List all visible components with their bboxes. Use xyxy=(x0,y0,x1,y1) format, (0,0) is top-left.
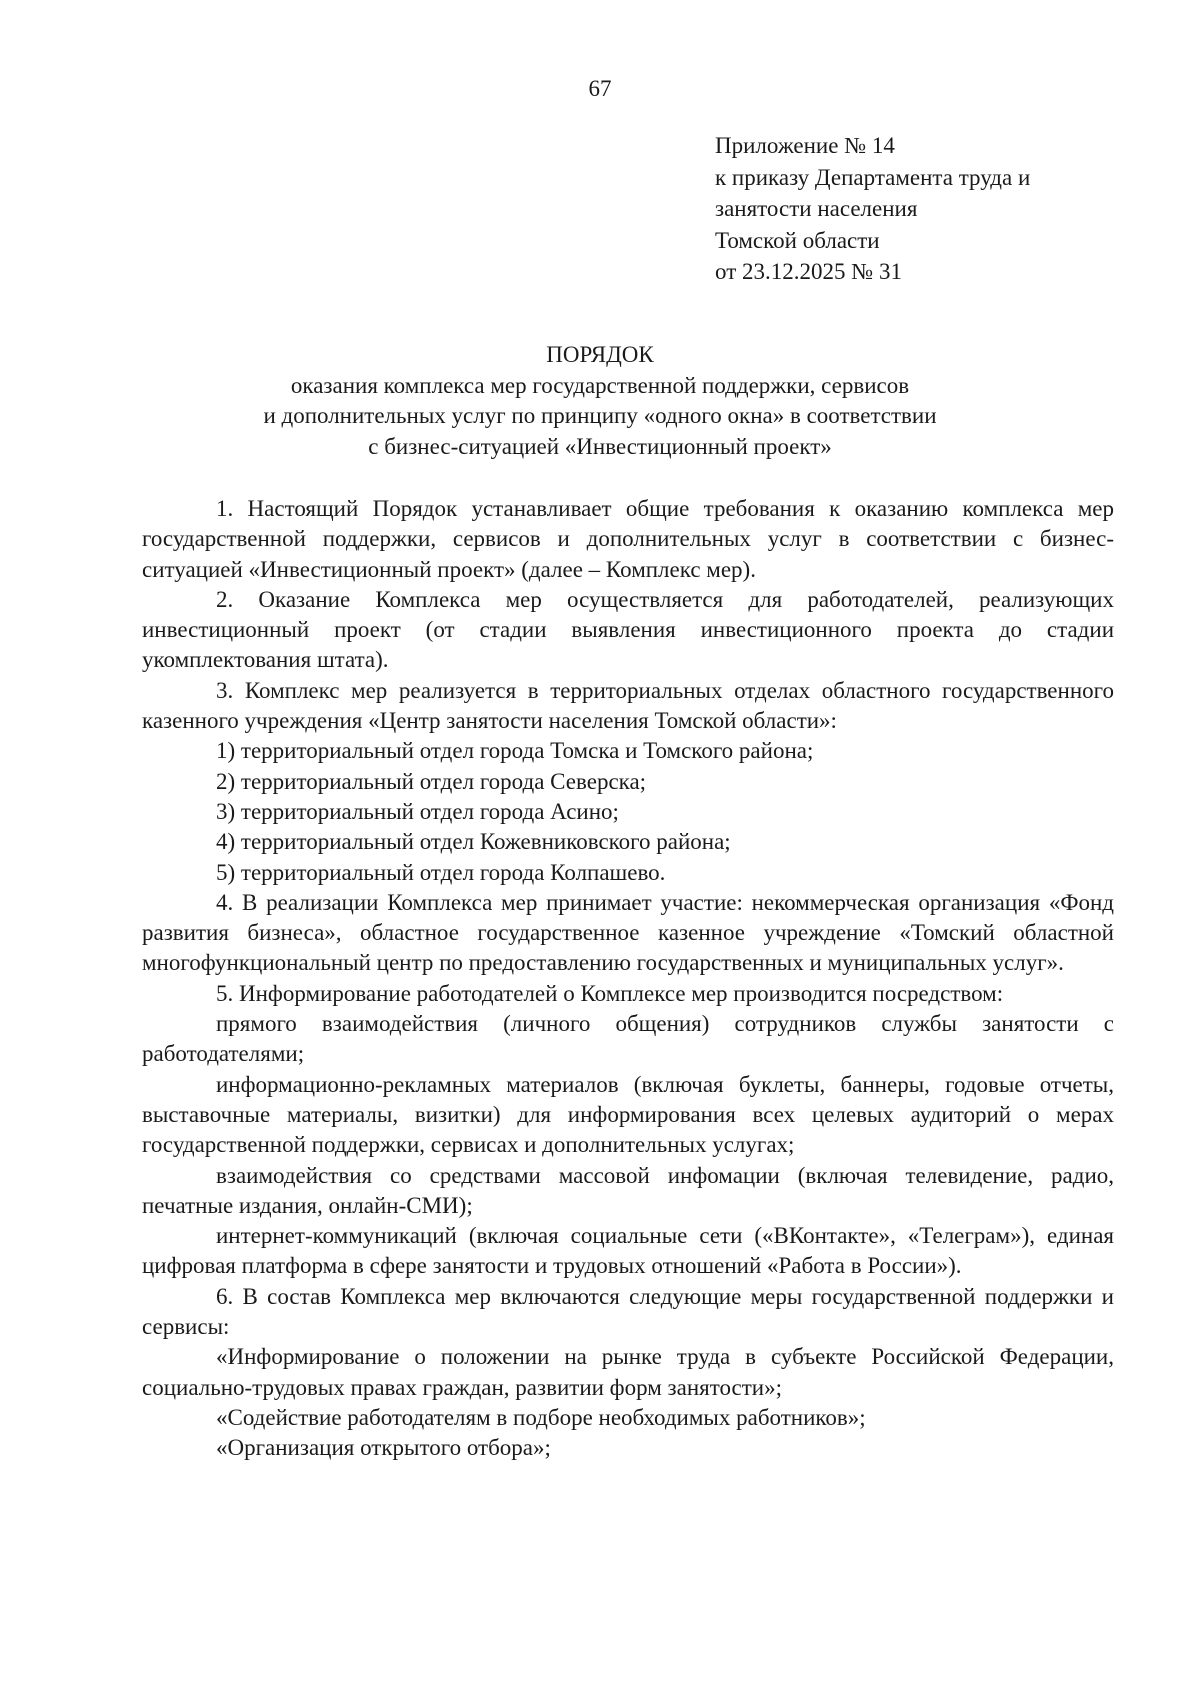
appendix-header xyxy=(715,130,1185,288)
title-subtitle-line: с бизнес-ситуацией «Инвестиционный проект» xyxy=(368,433,832,459)
paragraph-6: 6. В состав Комплекса мер включаются следующие меры государственной поддержки и сервисы: xyxy=(142,1283,1114,1340)
title-heading: ПОРЯДОК xyxy=(546,342,654,367)
appendix-line: Томской области xyxy=(715,227,880,253)
list-item: 3) территориальный отдел города Асино; xyxy=(216,798,619,824)
appendix-line: к приказу Департамента труда и xyxy=(715,164,1031,190)
list-item: 2) территориальный отдел города Северска; xyxy=(216,768,647,794)
paragraph-4: 4. В реализации Комплекса мер принимает участие: некоммерческая организация «Фонд развития бизнеса», областное государственное казенное учреждение «Томский областной многофункциональный центр по предоставлению государственных и муниципальных услуг». xyxy=(142,889,1114,976)
info-channel-item: информационно-рекламных материалов (включая буклеты, баннеры, годовые отчеты, выставочные материалы, визитки) для информирования всех целевых аудиторий о мерах государственной поддержки, сервисах и дополнительных услугах; xyxy=(142,1071,1114,1158)
support-measure-item: «Информирование о положении на рынке труда в субъекте Российской Федерации, социально-трудовых правах граждан, развитии форм занятости»; xyxy=(142,1344,1114,1400)
appendix-line: от 23.12.2025 № 31 xyxy=(715,259,902,284)
list-item: 5) территориальный отдел города Колпашево. xyxy=(216,859,666,885)
title-subtitle-line: оказания комплекса мер государственной поддержки, сервисов xyxy=(290,372,910,398)
document-body xyxy=(142,494,1114,1464)
paragraph-1: 1. Настоящий Порядок устанавливает общие требования к оказанию комплекса мер государственной поддержки, сервисов и дополнительных услуг в соответствии с бизнес-ситуацией «Инвестиционный проект» (далее – Комплекс мер). xyxy=(142,496,1114,582)
support-measure-item: «Содействие работодателям в подборе необходимых работников»; xyxy=(216,1404,866,1430)
document-title xyxy=(0,340,1200,462)
appendix-line: Приложение № 14 xyxy=(715,133,895,158)
paragraph-2: 2. Оказание Комплекса мер осуществляется для работодателей, реализующих инвестиционный проект (от стадии выявления инвестиционного проекта до стадии укомплектования штата). xyxy=(142,586,1114,673)
title-subtitle-line: и дополнительных услуг по принципу «одного окна» в соответствии xyxy=(263,403,937,428)
support-measure-item: «Организация открытого отбора»; xyxy=(216,1435,551,1461)
info-channel-item: взаимодействия со средствами массовой инфомации (включая телевидение, радио, печатные издания, онлайн-СМИ); xyxy=(142,1162,1114,1218)
paragraph-3: 3. Комплекс мер реализуется в территориальных отделах областного государственного казенного учреждения «Центр занятости населения Томской области»: xyxy=(142,677,1114,734)
info-channel-item: прямого взаимодействия (личного общения) сотрудников службы занятости с работодателями; xyxy=(142,1011,1114,1067)
info-channel-item: интернет-коммуникаций (включая социальные сети («ВКонтакте», «Телеграм»), единая цифровая платформа в сфере занятости и трудовых отношений «Работа в России»). xyxy=(142,1223,1114,1279)
paragraph-5: 5. Информирование работодателей о Комплексе мер производится посредством: xyxy=(216,980,1004,1006)
page-number: 67 xyxy=(588,76,612,101)
list-item: 4) территориальный отдел Кожевниковского района; xyxy=(216,829,731,855)
appendix-line: занятости населения xyxy=(715,196,918,221)
list-item: 1) территориальный отдел города Томска и Томского района; xyxy=(216,738,814,764)
